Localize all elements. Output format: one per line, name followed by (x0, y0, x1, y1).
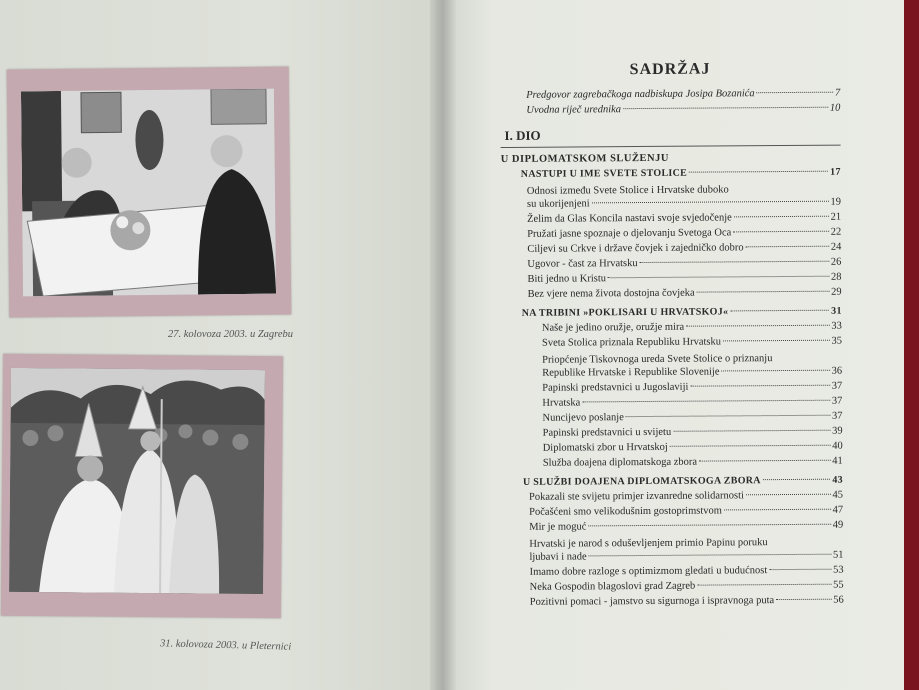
section-heading: NASTUPI U IME SVETE STOLICE 17 (520, 166, 841, 180)
toc-entry: Mir je moguć 49 (529, 519, 844, 533)
photo-pleternica-procession (9, 368, 265, 594)
part-heading: I. DIO (504, 127, 541, 143)
toc-entry: Biti jedno u Kristu 28 (527, 271, 842, 285)
toc-entry: Naše je jedino oružje, oružje mira 33 (541, 320, 842, 334)
toc-entry: Priopćenje Tiskovnoga ureda Svete Stolice o priznanju Republike Hrvatske i Republike Slovenije 36 (542, 353, 843, 379)
book-gutter (430, 0, 456, 690)
red-book-edge (904, 0, 919, 690)
toc-entry: Papinski predstavnici u Jugoslaviji 37 (542, 380, 843, 394)
photo-frame-pleternica (1, 354, 283, 618)
toc-entry: Služba doajena diplomatskoga zbora 41 (542, 455, 843, 469)
toc-intro-row: Uvodna riječ urednika 10 (526, 102, 841, 116)
part-divider (501, 145, 841, 148)
section-heading: NA TRIBINI »POKLISARI U HRVATSKOJ« 31 (521, 305, 842, 319)
toc-entry: Nuncijevo poslanje 37 (542, 410, 843, 424)
toc-entry: Pozitivni pomaci - jamstvo su sigurnoga i ispravnoga puta 56 (529, 594, 844, 608)
photo-caption-zagreb: 27. kolovoza 2003. u Zagrebu (168, 329, 294, 340)
photo-frame-zagreb (7, 67, 292, 318)
toc-entry: Imamo dobre razloge s optimizmom gledati u budućnost 53 (529, 564, 844, 578)
table-of-contents (500, 60, 844, 612)
photo-caption-pleternica: 31. kolovoza 2003. u Pleternici (159, 638, 292, 653)
toc-entry: Diplomatski zbor u Hrvatskoj 40 (542, 440, 843, 454)
section-heading: U SLUŽBI DOAJENA DIPLOMATSKOGA ZBORA 43 (522, 474, 843, 488)
toc-intro-row: Predgovor zagrebačkoga nadbiskupa Josipa Bozanića 7 (526, 87, 841, 101)
toc-entry: Pružati jasne spoznaje o djelovanju Svetoga Oca 22 (527, 226, 842, 240)
toc-entry: Pokazali ste svijetu primjer izvanredne solidarnosti 45 (529, 489, 844, 503)
left-page (0, 0, 450, 690)
toc-entry: Hrvatski je narod s oduševljenjem primio Papinu poruku ljubavi i nade 51 (529, 537, 844, 563)
toc-entry: Neka Gospodin blagoslovi grad Zagreb 55 (529, 579, 844, 593)
part-subtitle: U DIPLOMATSKOM SLUŽENJU (500, 152, 669, 165)
toc-title: SADRŽAJ (629, 60, 711, 79)
toc-entry: Odnosi između Svete Stolice i Hrvatske duboko su ukorijenjeni 19 (526, 184, 842, 210)
toc-entry: Ugovor - čast za Hrvatsku 26 (527, 256, 842, 270)
toc-entry: Bez vjere nema života dostojna čovjeka 29 (527, 286, 842, 300)
toc-entry: Ciljevi su Crkve i države čovjek i zajedničko dobro 24 (527, 241, 842, 255)
toc-entry: Sveta Stolica priznala Republiku Hrvatsku 35 (541, 335, 842, 349)
toc-entry: Hrvatska 37 (542, 395, 843, 409)
photo-zagreb-meeting (21, 89, 276, 297)
toc-entry: Počašćeni smo velikodušnim gostoprimstvom 47 (529, 504, 844, 518)
toc-entry: Želim da Glas Koncila nastavi svoje svjedočenje 21 (527, 211, 842, 225)
toc-entry: Papinski predstavnici u svijetu 39 (542, 425, 843, 439)
